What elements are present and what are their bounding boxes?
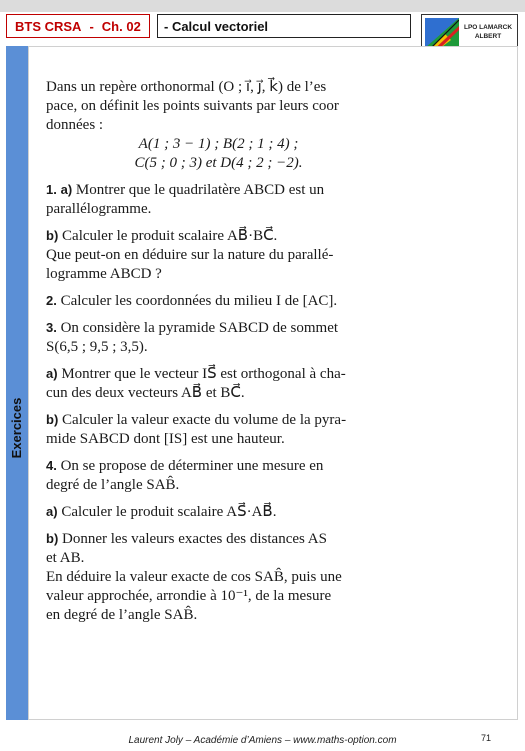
question-2-number: 2. [46, 293, 57, 308]
points-line-2: C(5 ; 0 ; 3) et D(4 ; 2 ; −2). [134, 155, 303, 171]
question-4a-text: Calculer le produit scalaire AS⃗·AB⃗. [61, 504, 277, 520]
question-3b [46, 410, 391, 430]
question-1b-label: b) [46, 228, 59, 243]
question-1a-text-2: parallélogramme. [46, 201, 152, 217]
question-4b-text-1: Donner les valeurs exactes des distances AS [62, 531, 327, 547]
question-1a [46, 180, 391, 200]
footer-credit: Laurent Joly – Académie d’Amiens – www.maths-option.com [128, 735, 397, 746]
question-3b-label: b) [46, 412, 59, 427]
question-3a-label: a) [46, 366, 58, 381]
question-4-text-2: degré de l’angle SAB̂. [46, 477, 180, 493]
question-3-number: 3. [46, 320, 57, 335]
logo-line-2: ALBERT [474, 33, 502, 40]
page-number: 71 [481, 733, 492, 743]
question-3b-text-1: Calculer la valeur exacte du volume de la pyra- [62, 412, 347, 428]
question-4a-label: a) [46, 504, 58, 519]
question-4 [46, 456, 391, 476]
logo-text [460, 23, 516, 41]
sidebar [6, 46, 28, 720]
question-4b-text-3: En déduire la valeur exacte de cos SAB̂, puis une [46, 569, 342, 585]
question-3-text-1: On considère la pyramide SABCD de sommet [60, 320, 339, 336]
question-4b [46, 529, 391, 549]
question-1a-label: a) [60, 182, 73, 197]
question-1b-text: Calculer le produit scalaire AB⃗·BC⃗. [62, 228, 278, 244]
chapter-label: BTS CRSA [15, 18, 82, 34]
top-band [0, 0, 525, 12]
points-line-1: A(1 ; 3 − 1) ; B(2 ; 1 ; 4) ; [138, 136, 299, 152]
intro-line-3: données : [46, 117, 104, 133]
question-3 [46, 318, 391, 338]
question-1a-text-1: Montrer que le quadrilatère ABCD est un [75, 182, 325, 198]
question-4b-text-4: valeur approchée, arrondie à 10⁻¹, de la mesure [46, 588, 332, 604]
logo-line-1: LPO LAMARCK [463, 24, 513, 31]
question-3-text-2: S(6,5 ; 9,5 ; 3,5). [46, 339, 148, 355]
question-3a [46, 364, 391, 384]
chapter-number: Ch. 02 [101, 18, 141, 34]
question-1b-text-2: Que peut-on en déduire sur la nature du parallé- [46, 247, 334, 263]
exercise-content [46, 78, 391, 625]
question-3a-text-2: cun des deux vecteurs AB⃗ et BC⃗. [46, 385, 245, 401]
sidebar-label: Exercices [9, 397, 24, 459]
chapter-separator: - [89, 18, 94, 34]
intro-line-2: pace, on définit les points suivants par leurs coor [46, 98, 339, 114]
question-1-number: 1. [46, 182, 57, 197]
question-1b-text-3: logramme ABCD ? [46, 266, 162, 282]
question-2-text: Calculer les coordonnées du milieu I de [AC]. [60, 293, 338, 309]
question-3a-text-1: Montrer que le vecteur IS⃗ est orthogonal à cha- [61, 366, 346, 382]
question-4-number: 4. [46, 458, 57, 473]
intro-line-1: Dans un repère orthonormal (O ; i⃗, j⃗, k⃗) de l’es [46, 79, 327, 95]
question-4b-text-5: en degré de l’angle SAB̂. [46, 607, 198, 623]
question-4b-label: b) [46, 531, 59, 546]
question-2 [46, 291, 391, 311]
question-4-text-1: On se propose de déterminer une mesure en [60, 458, 324, 474]
chapter-box [6, 14, 150, 38]
page-title-text: - Calcul vectoriel [164, 18, 269, 34]
question-3b-text-2: mide SABCD dont [IS] est une hauteur. [46, 431, 285, 447]
question-1b [46, 226, 391, 246]
question-4a [46, 502, 391, 522]
page-title [157, 14, 411, 38]
question-4b-text-2: et AB. [46, 550, 85, 566]
